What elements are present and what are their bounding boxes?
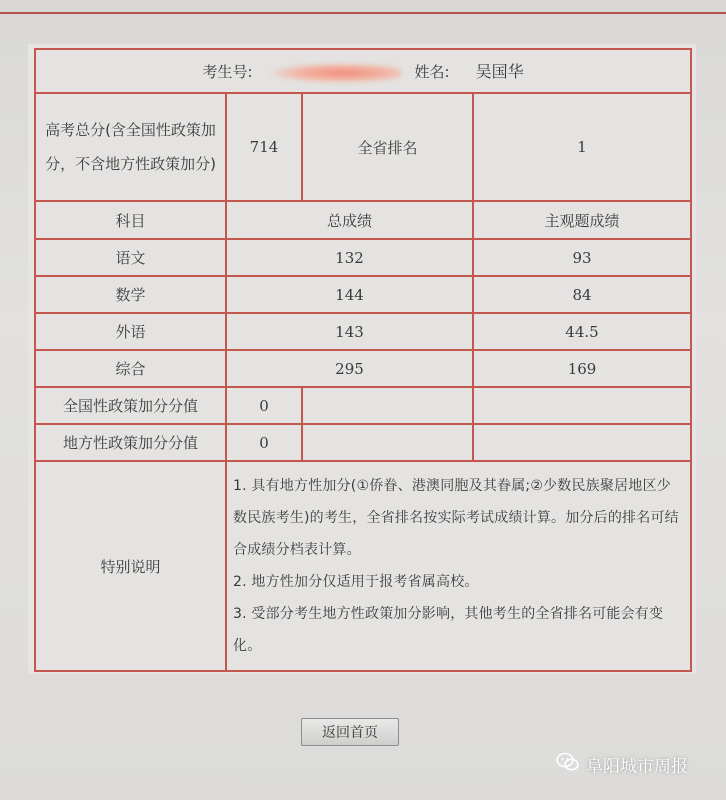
subject-name: 数学 <box>35 276 226 313</box>
column-header-subjective: 主观题成绩 <box>473 201 691 239</box>
subject-subjective: 44.5 <box>473 313 691 350</box>
candidate-row <box>35 49 691 93</box>
local-bonus-value: 0 <box>226 424 302 461</box>
wechat-icon <box>556 752 580 777</box>
note-item: 1. 具有地方性加分(①侨眷、港澳同胞及其眷属;②少数民族聚居地区少数民族考生)的考生，全省排名按实际考试成绩计算。加分后的排名可结合成绩分档表计算。 <box>233 478 679 558</box>
candidate-name-label: 姓名: <box>414 63 450 82</box>
subject-name: 综合 <box>35 350 226 387</box>
watermark-text: 阜阳城市周报 <box>586 757 688 777</box>
empty-cell <box>473 424 691 461</box>
column-header-row <box>35 201 691 239</box>
table-row <box>35 239 691 276</box>
total-score-value: 714 <box>226 93 302 201</box>
candidate-name: 吴国华 <box>475 62 524 82</box>
subject-total: 143 <box>226 313 473 350</box>
notes-label: 特别说明 <box>35 461 226 671</box>
empty-cell <box>302 387 473 424</box>
column-header-subject: 科目 <box>35 201 226 239</box>
national-bonus-value: 0 <box>226 387 302 424</box>
rank-value: 1 <box>473 93 691 201</box>
subject-name: 外语 <box>35 313 226 350</box>
candidate-cell <box>35 49 691 93</box>
note-item: 2. 地方性加分仅适用于报考省属高校。 <box>233 574 479 590</box>
table-row <box>35 276 691 313</box>
redacted-candidate-id <box>271 63 401 83</box>
back-to-home-button[interactable]: 返回首页 <box>301 718 399 746</box>
top-divider <box>0 12 726 14</box>
rank-label: 全省排名 <box>302 93 473 201</box>
summary-row <box>35 93 691 201</box>
notes-content <box>226 461 691 671</box>
local-bonus-row <box>35 424 691 461</box>
national-bonus-row <box>35 387 691 424</box>
subject-name: 语文 <box>35 239 226 276</box>
column-header-total: 总成绩 <box>226 201 473 239</box>
empty-cell <box>302 424 473 461</box>
local-bonus-label: 地方性政策加分分值 <box>35 424 226 461</box>
score-table <box>34 48 692 672</box>
subject-subjective: 93 <box>473 239 691 276</box>
national-bonus-label: 全国性政策加分分值 <box>35 387 226 424</box>
table-row <box>35 313 691 350</box>
candidate-id-label: 考生号: <box>202 63 253 82</box>
subject-subjective: 84 <box>473 276 691 313</box>
notes-row <box>35 461 691 671</box>
empty-cell <box>473 387 691 424</box>
table-row <box>35 350 691 387</box>
subject-total: 132 <box>226 239 473 276</box>
subject-total: 144 <box>226 276 473 313</box>
total-score-label: 高考总分(含全国性政策加分，不含地方性政策加分) <box>35 93 226 201</box>
watermark <box>556 752 688 777</box>
subject-subjective: 169 <box>473 350 691 387</box>
note-item: 3. 受部分考生地方性政策加分影响，其他考生的全省排名可能会有变化。 <box>233 606 664 654</box>
subject-total: 295 <box>226 350 473 387</box>
